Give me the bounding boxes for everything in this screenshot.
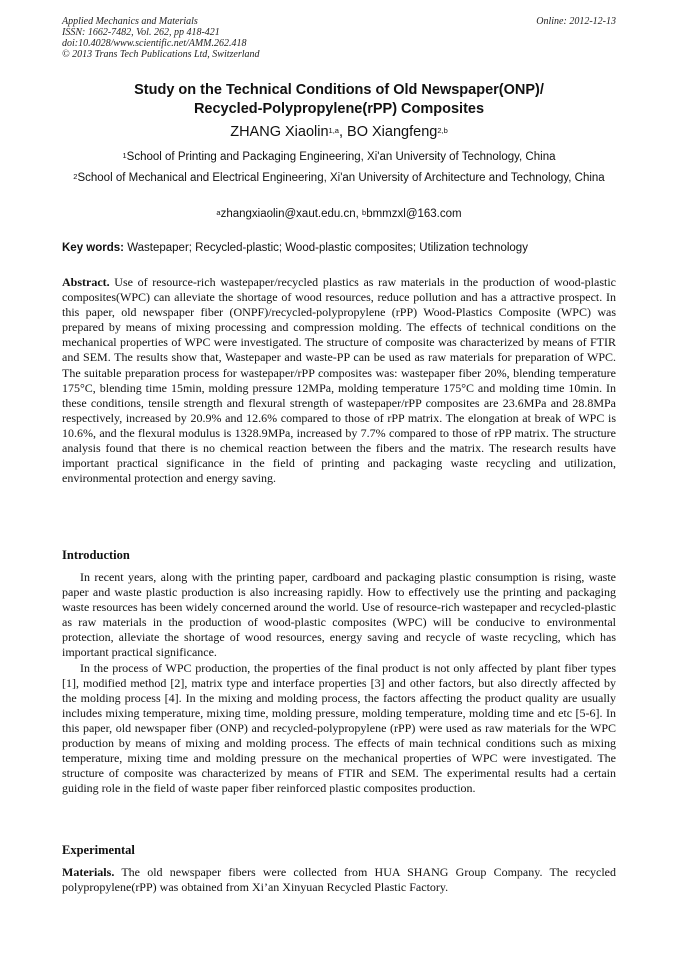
author-name: BO Xiangfeng: [347, 124, 438, 140]
abstract-label: Abstract.: [62, 275, 110, 289]
affiliation-superscript: 1: [122, 151, 127, 160]
title-line-2: Recycled-Polypropylene(rPP) Composites: [193, 101, 485, 117]
paragraph: In recent years, along with the printing paper, cardboard and packaging plastic consumption is rising, waste paper and waste plastic production is also increasing rapidly. How to effectively use the printing and packaging waste resources has been widely concerned around the world. Use of resource-rich wastepaper and recycled-plastic as raw materials in the production of wood-plastic composites (WPC) will be conducive to environmental protection, alleviate the shortage of wood resources, energy saving and recycle of waste recycling, which has important practical significance.: [62, 570, 616, 660]
issn-line: ISSN: 1662-7482, Vol. 262, pp 418-421: [62, 27, 220, 38]
introduction-body: [62, 570, 616, 796]
journal-header: [62, 16, 616, 60]
email-superscript: b: [362, 208, 367, 217]
paper-title: [62, 81, 616, 119]
paragraph: In the process of WPC production, the properties of the final product is not only affected by plant fiber types [1], modified method [2], matrix type and interface properties [3] and other factors, but also directly affected by the molding process [4]. In the mixing and molding process, the factors affecting the product quality are usually includes mixing temperature, mixing time, molding pressure, molding temperature, molding time and etc [5-6]. In this paper, old newspaper fiber (ONP) and recycled-polypropylene (rPP) were used as raw materials for the WPC production by means of mixing and molding process. The effects of main technical conditions such as mixing temperature, mixing time and molding pressure on the mechanical properties of WPC were investigated. The structure of composite was characterized by means of FTIR and SEM. The experimental results had a certain guiding role in the field of waste paper fiber reinforced plastic composites production.: [62, 660, 616, 796]
author-superscript: 2,b: [437, 126, 448, 135]
email-b: bmmzxl@163.com: [366, 208, 462, 220]
affiliation-text: School of Mechanical and Electrical Engineering, Xi'an University of Architecture and Technology, China: [77, 172, 605, 184]
journal-name: Applied Mechanics and Materials: [62, 16, 198, 27]
author-list: [62, 123, 616, 141]
materials-text: The old newspaper fibers were collected from HUA SHANG Group Company. The recycled polypropylene(rPP) was obtained from Xi’an Xinyuan Recycled Plastic Factory.: [62, 865, 616, 895]
abstract: [62, 275, 616, 486]
author-name: ZHANG Xiaolin: [230, 124, 329, 140]
email-superscript: a: [216, 208, 221, 217]
affiliation-superscript: 2: [73, 172, 78, 181]
keywords: [62, 240, 616, 256]
materials-paragraph: [62, 865, 616, 895]
affiliation-text: School of Printing and Packaging Engineering, Xi'an University of Technology, China: [126, 151, 556, 163]
email-a: zhangxiaolin@xaut.edu.cn,: [220, 208, 363, 220]
author-separator: ,: [338, 124, 348, 140]
introduction-heading: Introduction: [62, 548, 130, 562]
online-date: Online: 2012-12-13: [536, 16, 616, 27]
author-superscript: 1,a: [328, 126, 339, 135]
email-addresses: [62, 206, 616, 222]
affiliation-2: [62, 170, 616, 186]
keywords-text: Wastepaper; Recycled-plastic; Wood-plastic composites; Utilization technology: [124, 242, 528, 254]
affiliation-1: [62, 149, 616, 165]
keywords-label: Key words:: [62, 242, 124, 254]
materials-label: Materials.: [62, 865, 115, 879]
doi-line: doi:10.4028/www.scientific.net/AMM.262.418: [62, 38, 247, 49]
experimental-heading: Experimental: [62, 843, 135, 857]
title-line-1: Study on the Technical Conditions of Old Newspaper(ONP)/: [134, 82, 544, 98]
copyright-line: © 2013 Trans Tech Publications Ltd, Switzerland: [62, 49, 260, 60]
abstract-text: Use of resource-rich wastepaper/recycled plastics as raw materials in the production of wood-plastic composites(WPC) can alleviate the shortage of wood resources, reduce pollution and has a attractive prospect. In this paper, old newspaper fiber (ONPF)/recycled-polypropylene (rPP) Wood-Plastics Composite (WPC) was prepared by means of mixing processing and compression molding. The effects of technical conditions on the mechanical properties of WPC were investigated. The structure of composite was characterized by means of FTIR and SEM. The results show that, Wastepaper and waste-PP can be used as raw materials for preparation of WPC. The suitable preparation process for wastepaper/rPP composites was: wastepaper fiber 20%, blending temperature 175°C, blending time 15min, molding pressure 12MPa, molding temperature 175°C and molding time 10min. In these conditions, tensile strength and flexural strength of wastepaper/rPP composites are 23.6MPa and 28.8MPa respectively, increased by 20.9% and 12.6% compared to those of rPP matrix. The elongation at break of WPC is 10.6%, and the flexural modulus is 1328.9MPa, increased by 7.7% compared to those of rPP matrix. The structure analysis found that there is no chemical reaction between the fibers and the matrix. The research results have important practical significance in the field of printing and packaging waste recycling and utilization, environmental protection and energy saving.: [62, 275, 616, 486]
